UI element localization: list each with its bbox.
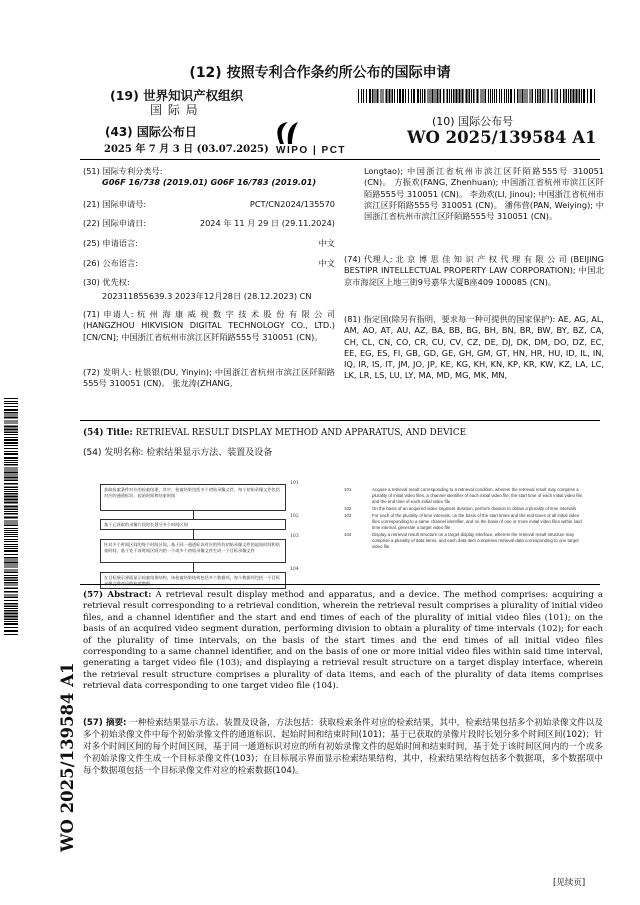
field-81-value: AE, AG, AL, AM, AO, AT, AU, AZ, BA, BB, BG, BH, BN, BR, BW, BY, BZ, CA, CH, CL, CN, CO, CR, CU, CV, CZ, DE, DJ, DK, DM, DO, DZ, EC, EE, EG, ES, FI, GB, GD, GE, GH, GM, GT, HN, HR, HU, ID, IL, IN, IQ, IR, IS, IT, JM, JO, JP, KE, KG, KH, KN, KP, KR, KW, KZ, LA, LC, LK, LR, LS, LU, LY, MA, MD, MG, MK, MN, — [344, 314, 604, 381]
field-51-label: (51) 国际专利分类号: — [83, 166, 163, 176]
field-21-value: PCT/CN2024/135570 — [249, 199, 335, 209]
wipo-pct-logo — [258, 120, 368, 156]
flow-arrow — [193, 530, 194, 539]
field-71-label: (71) 申请人: — [83, 309, 134, 319]
continued-marker: [见续页] — [553, 878, 586, 888]
legend-number: 103 — [344, 513, 352, 518]
title-chinese — [83, 445, 272, 458]
legend-text: On the basis of an acquired video segment duration, perform division to obtain a plurality of time intervals — [372, 505, 577, 511]
legend-number: 104 — [344, 531, 352, 537]
title-english — [83, 428, 466, 438]
legend-number: 101 — [344, 487, 352, 492]
legend-row — [344, 532, 584, 550]
field-74-label: (74) 代理人: — [344, 254, 393, 264]
title-chinese-value: 检索结果显示方法、装置及设备 — [146, 448, 273, 458]
field-74 — [344, 254, 604, 288]
legend-number: 102 — [344, 505, 352, 511]
abstract-english-label: (57) Abstract: — [83, 590, 152, 600]
abstract-top-divider — [80, 584, 600, 585]
field-26-value: 中文 — [318, 258, 335, 268]
flow-step-1: 获取检索条件对应的检索结果，其中，检索结果包括多个初始录像文件，每个初始录像文件包括对应的通道标识、起始时间和结束时间 — [100, 484, 286, 511]
field-30-label: (30) 优先权: — [83, 277, 130, 287]
abstract-chinese-label: (57) 摘要: — [83, 718, 127, 728]
organization-name: (19) 世界知识产权组织 — [110, 88, 244, 103]
field-72-continued: Longtao); 中国浙江省杭州市滨江区阡陌路555号 310051 (CN)。 方振欢(FANG, Zhenhuan); 中国浙江省杭州市滨江区阡陌路555号 310051 (CN)。 李劲欢(LI, Jinou); 中国浙江省杭州市滨江区阡陌路555号 310051 (CN)。 潘伟营(PAN, Weiying); 中国浙江省杭州市滨江区阡陌路555号 310051 (CN)。 — [364, 166, 604, 222]
abstract-chinese-text: 一种检索结果显示方法、装置及设备，方法包括：获取检索条件对应的检索结果，其中，检索结果包括多个初始录像文件以及多个初始录像文件中每个初始录像文件的通道标识、起始时间和结束时间(101)；基于已获取的录像片段时长划分多个时间区间(102)；针对多个时间区间的每个时间区间，基于同一通道标识对应的所有初始录像文件的起始时间和结束时间，基于处于该时间区间内的一个或多个初始录像文件生成一个目标录像文件(103)；在目标展示界面显示检索结果结构，其中，检索结果结构包括多个数据项，多个数据项中每个数据项包括一个目标录像文件对应的检索数据(104)。 — [83, 718, 604, 776]
flow-step-3: 针对多个时间区间的每个时间区间，基于同一通道标识对应的所有初始录像文件的起始时间和结束时间，基于处于该时间区间内的一个或多个初始录像文件生成一个目标录像文件 — [100, 539, 286, 563]
field-30 — [83, 277, 335, 303]
side-barcode-icon — [4, 398, 18, 636]
field-51-value: G06F 16/738 (2019.01) G06F 16/783 (2019.01) — [102, 177, 317, 188]
field-71-value: 杭 州 海 康 威 视 数 字 技 术 股 份 有 限 公 司 (HANGZHOU HIKVISION DIGITAL TECHNOLOGY CO., LTD.) [CN/CN]; 中国浙江省杭州市滨江区阡陌路555号 310051 (CN)。 — [83, 309, 336, 342]
publication-date-label: (43) 国际公布日 — [105, 125, 197, 139]
field-72 — [83, 367, 335, 390]
field-51 — [83, 166, 335, 189]
legend-row — [344, 513, 584, 531]
step-number-102: 102 — [290, 514, 299, 519]
flowchart-figure — [100, 478, 340, 590]
header-divider — [80, 159, 600, 160]
field-22-label: (22) 国际申请日: — [83, 218, 147, 228]
field-21-label: (21) 国际申请号: — [83, 199, 147, 209]
publication-number-label: (10) 国际公布号 — [432, 115, 514, 128]
flow-arrow — [193, 511, 194, 519]
step-number-104: 104 — [290, 567, 299, 572]
abstract-english — [83, 590, 603, 693]
field-26-label: (26) 公布语言: — [83, 258, 138, 268]
barcode-icon — [358, 89, 596, 103]
vertical-publication-number: WO 2025/139584 A1 — [58, 662, 77, 852]
field-71 — [83, 309, 335, 343]
field-26 — [83, 258, 335, 269]
international-bureau: 国 际 局 — [150, 103, 199, 117]
field-21 — [83, 199, 335, 210]
legend-text: Acquire a retrieval result corresponding to a retrieval condition, wherein the retrieval result may comprise a plurality of initial video files, a channel identifier of each initial video file, the start time of each initial video file, and the end time of each initial video file — [372, 487, 584, 504]
figure-legend — [344, 487, 584, 551]
legend-row — [344, 487, 584, 505]
field-81-label: (81) 指定国(除另有指明，要求每一种可提供的国家保护): — [344, 314, 556, 324]
field-25-label: (25) 申请语言: — [83, 238, 138, 248]
field-81 — [344, 314, 604, 382]
publication-date-value: 2025 年 7 月 3 日 (03.07.2025) — [104, 144, 269, 155]
legend-text: Display a retrieval result structure on a target display interface, wherein the retrieval result structure may comprise a plurality of data items, and each data item comprises retrieval data corresponding to one target video file — [372, 531, 579, 549]
legend-text: For each of the plurality of time intervals, on the basis of the start times and the end times of all initial video files corresponding to a same channel identifier, and on the basis of one or more initial video files within said time interval, generate a target video file — [372, 513, 582, 530]
field-74-value: 北 京 博 思 佳 知 识 产 权 代 理 有 限 公 司 (BEIJING BESTIPR INTELLECTUAL PROPERTY LAW CORPORATION); 中国北京市海淀区上地三街9号嘉华大厦B座409 100085 (CN)。 — [344, 254, 605, 287]
flow-step-2: 基于已获取的录像片段时长划分多个时间区间 — [100, 519, 286, 530]
field-22-value: 2024 年 11 月 29 日 (29.11.2024) — [199, 218, 335, 228]
document-title: (12) 按照专利合作条约所公布的国际申请 — [189, 65, 451, 81]
abstract-english-text: A retrieval result display method and apparatus, and a device. The method comprises: acquiring a retrieval result corresponding to a retrieval condition, wherein the retrieval result comprises a plurality of initial video files, and a channel identifier and the start and end times of each of the plurality of initial video files (101); on the basis of an acquired video segment duration, performing division to obtain a plurality of time intervals (102); for each of the plurality of time intervals, on the basis of the start times and the end times of all initial video files corresponding to a same channel identifier, and on the basis of one or more initial video files within said time interval, generating a target video file (103); and displaying a retrieval result structure on a target display interface, wherein the retrieval result structure comprises a plurality of data items, and each of the plurality of data items comprises retrieval data corresponding to one target video file (104). — [83, 590, 603, 692]
field-30-value: 202311855639.3 2023年12月28日 (28.12.2023) CN — [102, 291, 312, 302]
title-chinese-label: (54) 发明名称: — [83, 448, 144, 458]
field-72-value: 杜银银(DU, Yinyin); 中国浙江省杭州市滨江区阡陌路555号 310051 (CN)。 张龙涛(ZHANG, — [83, 367, 335, 389]
title-english-label: (54) Title: — [83, 428, 133, 438]
step-number-101: 101 — [290, 481, 299, 486]
flow-step-4: 在目标展示界面显示检索结果结构，该检索结果结构包括多个数据项，每个数据项包括一个目标 — [100, 572, 286, 589]
flow-arrow — [193, 563, 194, 572]
title-top-divider — [80, 420, 600, 421]
field-25-value: 中文 — [318, 238, 335, 248]
title-english-value: RETRIEVAL RESULT DISPLAY METHOD AND APPARATUS, AND DEVICE — [135, 428, 467, 438]
wipo-pct-text: WIPO | PCT — [276, 145, 347, 156]
abstract-chinese — [83, 717, 603, 777]
field-25 — [83, 238, 335, 249]
legend-row — [344, 506, 584, 512]
publication-number: WO 2025/139584 A1 — [407, 128, 597, 147]
field-72-label: (72) 发明人: — [83, 367, 132, 377]
step-number-103: 103 — [290, 534, 299, 539]
field-22 — [83, 218, 335, 229]
